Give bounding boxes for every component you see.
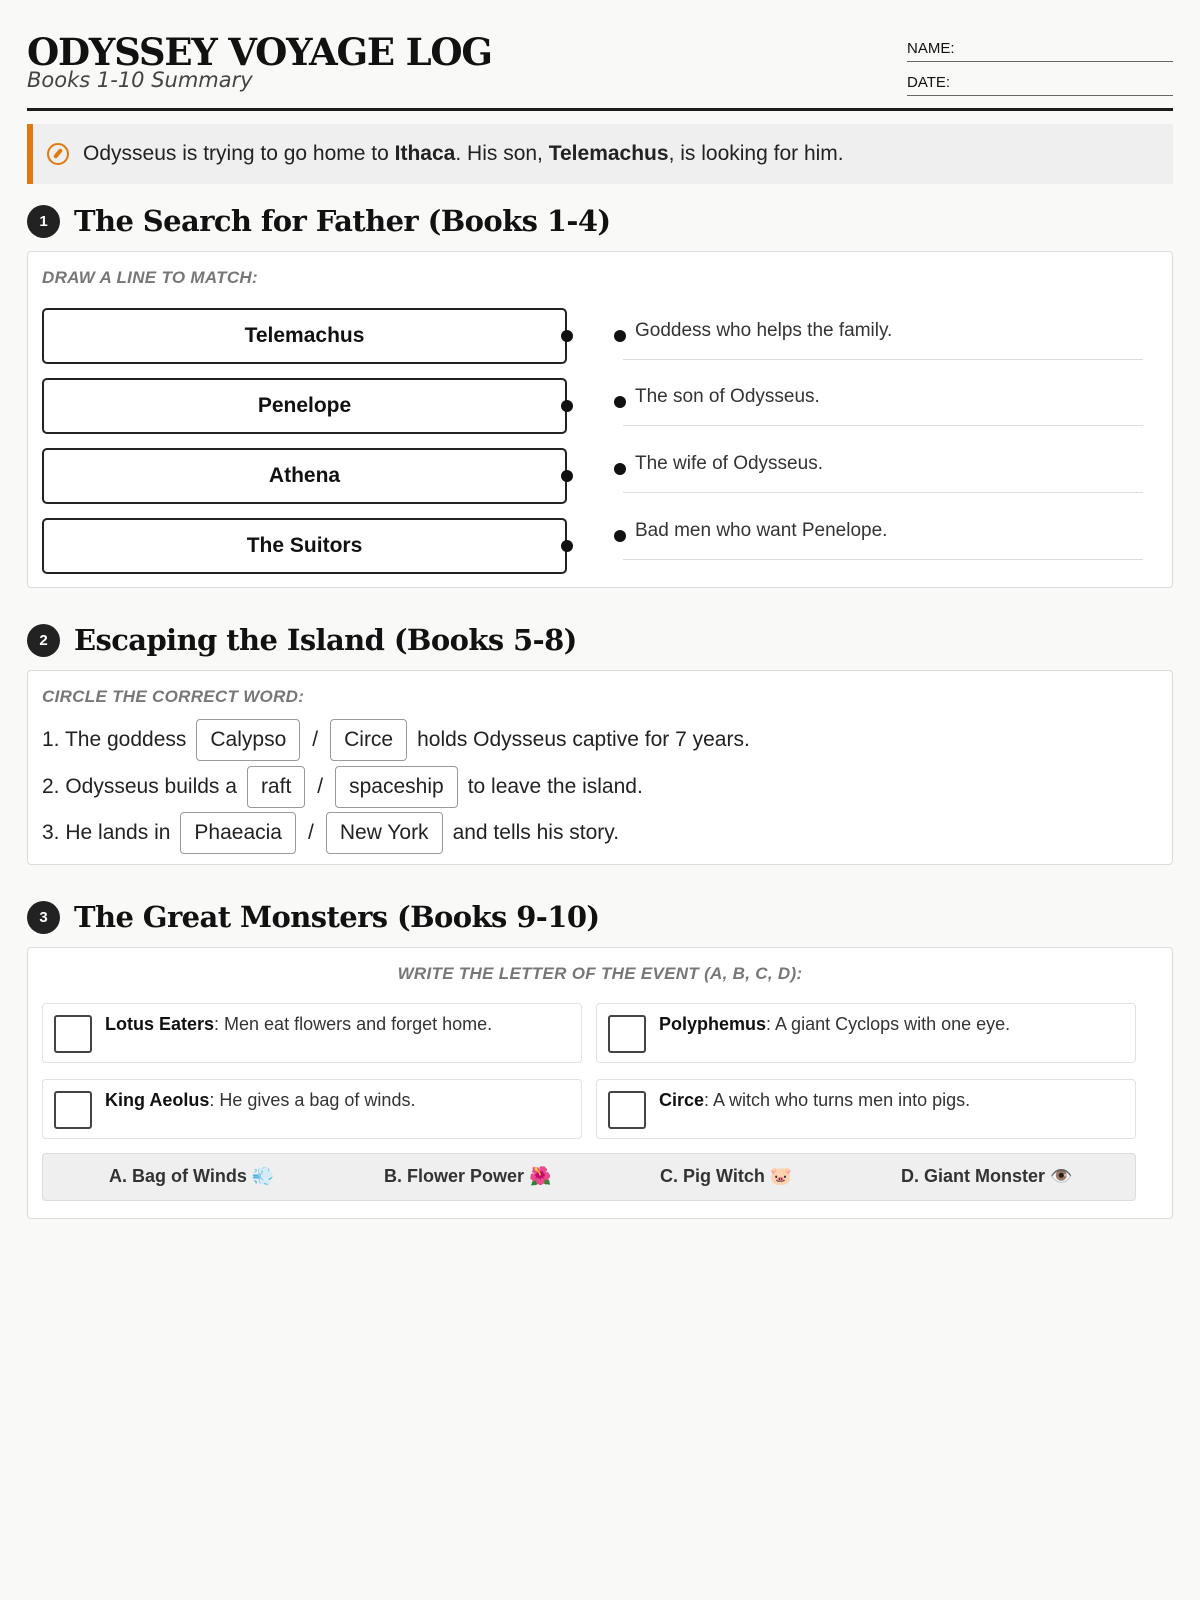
intro-text: Odysseus is trying to go home to Ithaca. His son, Telemachus, is looking for him. bbox=[83, 142, 844, 165]
answer-box[interactable] bbox=[54, 1015, 92, 1053]
connector-dot[interactable] bbox=[561, 330, 573, 342]
section-2-number: 2 bbox=[27, 624, 60, 657]
match-description[interactable]: Goddess who helps the family. bbox=[623, 304, 1143, 360]
date-field[interactable] bbox=[907, 70, 1173, 96]
section-2-title: Escaping the Island (Books 5-8) bbox=[74, 623, 577, 657]
circle-word-panel bbox=[27, 670, 1173, 865]
option-raft[interactable]: raft bbox=[247, 766, 305, 808]
option-calypso[interactable]: Calypso bbox=[196, 719, 300, 761]
monster-card-circe: Circe: A witch who turns men into pigs. bbox=[596, 1079, 1136, 1139]
match-name-telemachus[interactable]: Telemachus bbox=[42, 308, 567, 364]
monster-name: Circe bbox=[659, 1090, 705, 1110]
intro-place: Ithaca bbox=[394, 142, 456, 165]
section-1-number: 1 bbox=[27, 205, 60, 238]
monster-card-polyphemus: Polyphemus: A giant Cyclops with one eye. bbox=[596, 1003, 1136, 1063]
question-row: 3. He lands in Phaeacia / New York and tells his story. bbox=[42, 812, 619, 854]
match-name-penelope[interactable]: Penelope bbox=[42, 378, 567, 434]
legend-item-c: C. Pig Witch 🐷 bbox=[660, 1166, 793, 1186]
date-label: DATE: bbox=[907, 74, 951, 91]
match-description[interactable]: Bad men who want Penelope. bbox=[623, 504, 1143, 560]
legend-item-d: D. Giant Monster 👁️ bbox=[901, 1166, 1073, 1186]
connector-dot[interactable] bbox=[561, 470, 573, 482]
pig-icon: 🐷 bbox=[769, 1166, 793, 1186]
match-name-suitors[interactable]: The Suitors bbox=[42, 518, 567, 574]
connector-dot[interactable] bbox=[614, 396, 626, 408]
name-label: NAME: bbox=[907, 40, 955, 57]
connector-dot[interactable] bbox=[561, 400, 573, 412]
connector-dot[interactable] bbox=[614, 463, 626, 475]
section-3-number: 3 bbox=[27, 901, 60, 934]
monster-name: Lotus Eaters bbox=[105, 1014, 215, 1034]
section-3-heading bbox=[27, 900, 600, 934]
section-3-instruction: WRITE THE LETTER OF THE EVENT (A, B, C, D): bbox=[397, 964, 803, 983]
monster-name: Polyphemus bbox=[659, 1014, 767, 1034]
match-description[interactable]: The son of Odysseus. bbox=[623, 370, 1143, 426]
section-1-instruction: DRAW A LINE TO MATCH: bbox=[42, 268, 258, 287]
answer-legend bbox=[42, 1153, 1136, 1201]
monster-card-lotus-eaters: Lotus Eaters: Men eat flowers and forget home. bbox=[42, 1003, 582, 1063]
section-1-heading bbox=[27, 204, 611, 238]
connector-dot[interactable] bbox=[614, 530, 626, 542]
intro-banner bbox=[27, 124, 1173, 184]
monster-card-king-aeolus: King Aeolus: He gives a bag of winds. bbox=[42, 1079, 582, 1139]
answer-box[interactable] bbox=[608, 1015, 646, 1053]
monster-name: King Aeolus bbox=[105, 1090, 210, 1110]
wind-icon: 💨 bbox=[251, 1166, 275, 1186]
option-phaeacia[interactable]: Phaeacia bbox=[180, 812, 296, 854]
match-name-athena[interactable]: Athena bbox=[42, 448, 567, 504]
header bbox=[27, 28, 1173, 111]
page-title: ODYSSEY VOYAGE LOG bbox=[27, 30, 492, 74]
answer-box[interactable] bbox=[608, 1091, 646, 1129]
matching-panel bbox=[27, 251, 1173, 588]
answer-box[interactable] bbox=[54, 1091, 92, 1129]
option-spaceship[interactable]: spaceship bbox=[335, 766, 458, 808]
section-1-title: The Search for Father (Books 1-4) bbox=[74, 204, 611, 238]
section-3-title: The Great Monsters (Books 9-10) bbox=[74, 900, 600, 934]
option-circe[interactable]: Circe bbox=[330, 719, 407, 761]
section-2-heading bbox=[27, 623, 577, 657]
page-subtitle: Books 1-10 Summary bbox=[27, 68, 253, 92]
option-new-york[interactable]: New York bbox=[326, 812, 443, 854]
compass-icon bbox=[47, 143, 69, 165]
legend-item-b: B. Flower Power 🌺 bbox=[384, 1166, 552, 1186]
monsters-panel bbox=[27, 947, 1173, 1219]
connector-dot[interactable] bbox=[561, 540, 573, 552]
connector-dot[interactable] bbox=[614, 330, 626, 342]
question-row: 1. The goddess Calypso / Circe holds Odysseus captive for 7 years. bbox=[42, 719, 750, 761]
match-description[interactable]: The wife of Odysseus. bbox=[623, 437, 1143, 493]
legend-item-a: A. Bag of Winds 💨 bbox=[109, 1166, 275, 1186]
section-2-instruction: CIRCLE THE CORRECT WORD: bbox=[42, 687, 305, 706]
question-row: 2. Odysseus builds a raft / spaceship to leave the island. bbox=[42, 766, 643, 808]
eye-icon: 👁️ bbox=[1050, 1166, 1073, 1186]
flower-icon: 🌺 bbox=[529, 1166, 552, 1186]
name-field[interactable] bbox=[907, 36, 1173, 62]
intro-son: Telemachus bbox=[548, 142, 669, 165]
